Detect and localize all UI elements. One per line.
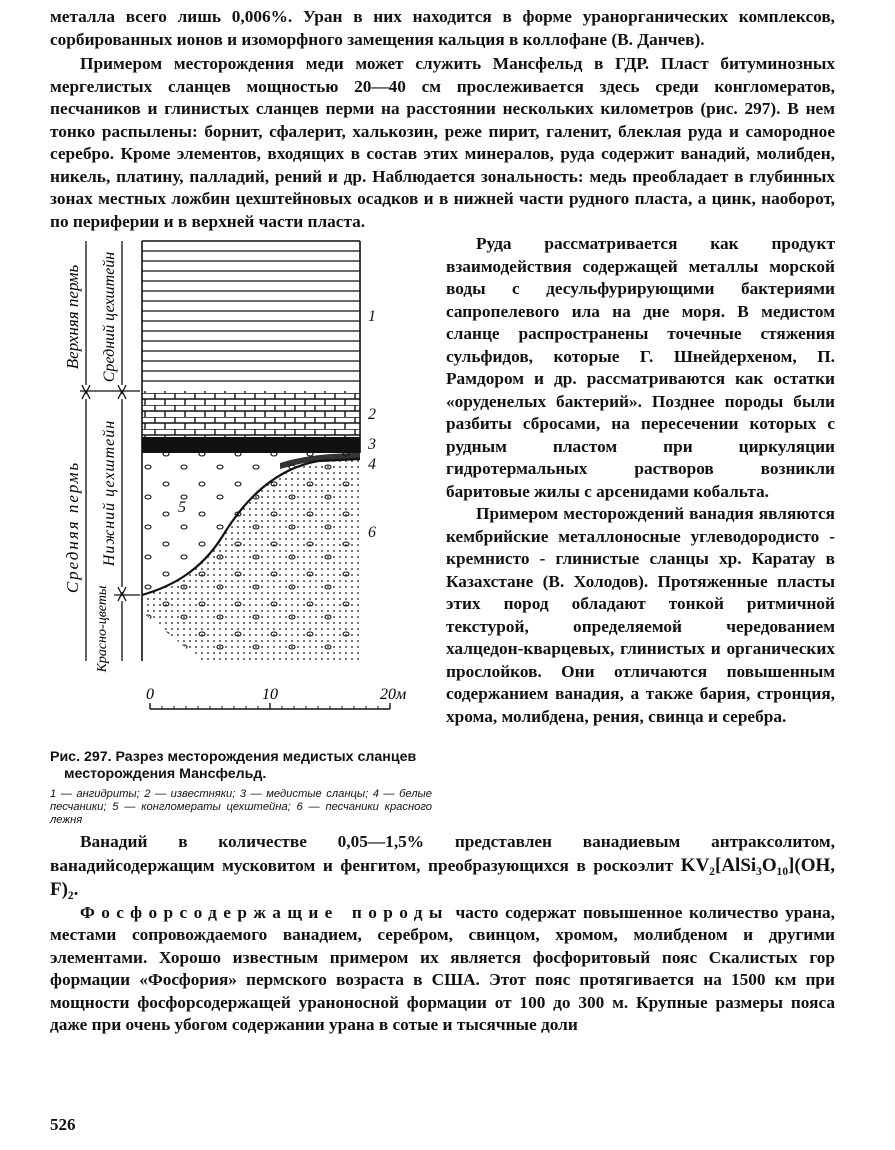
- paragraph-vanadium-minerals-text: Ванадий в количестве 0,05—1,5% представлен ванадиевым антракcолитом, ванадийсодержащим мусковитом и фенгитом, преобразующихся в роскоэлит: [50, 832, 835, 875]
- paragraph-uranium-continued: металла всего лишь 0,006%. Уран в них находится в форме уранорганических комплексов, сорбированных ионов и изоморфного замещения кальция в коллофане (В. Данчев).: [50, 7, 835, 49]
- scale-label-10: 10: [262, 686, 278, 703]
- layer-number-6: 6: [368, 524, 376, 541]
- label-upper-perm: Верхняя пермь: [63, 264, 82, 370]
- paragraph-mansfeld-text: Примером месторождения меди может служить Мансфельд в ГДР. Пласт битуминозных мергелистых сланцев мощностью 20—40 см прослеживается здесь среди конгломератов, песчаников и глинистых сланцев перми на расстоянии нескольких километров (рис. 297). В нем тонко распылены: борнит, сфалерит, халькозин, реже пирит, галенит, блеклая руда и самородное серебро. Кроме элементов, входящих в состав этих минералов, руда содержит ванадий, молибден, никель, платину, палладий, рений и др. Наблюдается зональность: медь преобладает в глубинных зонах местных ложбин цехштейновых осадков и в нижней части рудного пласта, а цинк, наоборот, по периферии и в верхней части пласта.: [50, 54, 835, 231]
- label-lower-zechstein: Нижний цехштейн: [101, 419, 118, 567]
- figure-caption-legend: 1 — ангидриты; 2 — известняки; 3 — медистые сланцы; 4 — белые песчаники; 5 — конгломераты цехштейна; 6 — песчаники красного лежня: [50, 788, 432, 826]
- layer-number-3: 3: [368, 436, 376, 453]
- label-middle-zechstein: Средний цехштейн: [101, 251, 118, 383]
- phosphorus-lead-term: Фосфорсодержащие породы: [80, 902, 449, 922]
- label-red-beds: Красно-цветы: [95, 585, 110, 673]
- paragraph-vanadium-minerals: [50, 831, 835, 902]
- paragraph-mansfeld-intro: [50, 53, 835, 233]
- figure-caption-title: Рис. 297. Разрез месторождения медистых сланцев месторождения Мансфельд.: [50, 749, 417, 782]
- roscoelite-formula: KV₂[AlSi₃O₁₀](OH, F)₂.: [50, 854, 835, 900]
- layer-copper-shale: [142, 437, 360, 453]
- scale-label-20: 20м: [380, 686, 407, 703]
- layer-limestone: [142, 391, 360, 437]
- paragraph-ore-origin: Руда рассматривается как продукт взаимодействия содержащей металлы морской воды с десульфурирующими бактериями сапропелевого ила на дне моря. В медистом сланце распространены точечные стяжения сульфидов, которые Г. Шнейдерхеном, П. Рамдором и др. рассматриваются как остатки «оруденелых бактерий». Позднее породы были разбиты сбросами, на пересечении которых с рудным пластом при циркуляции гидротермальных растворов возникли баритовые жилы с арсенидами кобальта.: [446, 234, 835, 501]
- mansfeld-section-diagram: [50, 237, 432, 745]
- stratigraphic-column: [142, 241, 360, 661]
- scale-bar: [146, 686, 406, 709]
- layer-number-2: 2: [368, 406, 376, 423]
- paragraph-phosphorus: [50, 902, 835, 1037]
- layer-number-1: 1: [368, 308, 376, 325]
- label-middle-perm: Средняя пермь: [63, 460, 82, 594]
- page-body: [50, 6, 835, 1037]
- layer-anhydrite: [142, 241, 360, 391]
- scale-label-0: 0: [146, 686, 154, 703]
- layer-number-4: 4: [368, 456, 376, 473]
- paragraph-vanadium-example: Примером месторождений ванадия являются кембрийские металлоносные углеводородисто - кремнисто - глинистые сланцы хр. Каратау в Казахстане (В. Холодов). Протяженные пласты этих пород обладают тонкой ритмичной текстурой, определяемой чередованием халцедон-кварцевых, глинистых и органических прослойков. Они отличаются повышенным содержанием ванадия, а также бария, стронция, хрома, молибдена, рения, свинца и серебра.: [446, 504, 835, 726]
- paragraph-phosphorus-text: часто содержат повышенное количество урана, местами сопровождаемого ванадием, серебром, свинцом, хромом, молибденом и другими элементами. Хорошо известным примером их является фосфоритовый пояс Скалистых гор формации «Фосфория» пермского возраста в США. Этот пояс протягивается на 1500 км при мощности фосфорсодержащей ураноносной формации от 100 до 300 м. Крупные размеры пояса даже при очень убогом содержании урана в сотые и тысячные доли: [50, 902, 835, 1034]
- page-number: 526: [50, 1115, 76, 1134]
- layer-number-5: 5: [178, 499, 186, 516]
- figure-297: [50, 237, 432, 827]
